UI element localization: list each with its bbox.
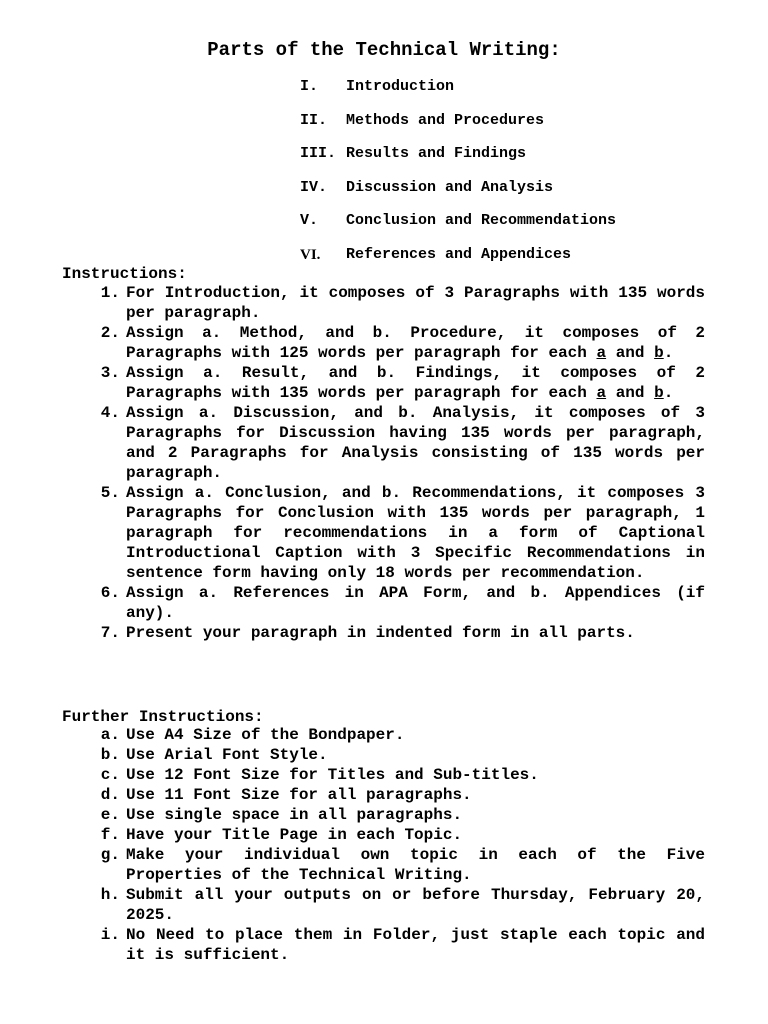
item-number: 2.: [100, 324, 120, 342]
further-item: [62, 785, 705, 805]
instruction-text: Assign a. Result, and b. Findings, it composes of 2 Paragraphs with 135 words per paragraph for each a and b.: [126, 364, 705, 402]
further-item: [62, 845, 705, 885]
part-label: Discussion and Analysis: [346, 178, 554, 196]
instruction-item: [62, 323, 705, 363]
instruction-item: [62, 283, 705, 323]
part-number: VI.: [300, 246, 321, 263]
item-letter: e.: [100, 806, 120, 824]
further-text: Make your individual own topic in each of the Five Properties of the Technical Writing.: [126, 846, 705, 884]
item-letter: f.: [100, 826, 120, 844]
further-text: Use single space in all paragraphs.: [126, 806, 463, 824]
further-item: [62, 745, 705, 765]
item-number: 1.: [100, 284, 120, 302]
item-number: 7.: [100, 624, 120, 642]
instruction-text: Assign a. References in APA Form, and b. Appendices (if any).: [126, 584, 705, 622]
instruction-item: [62, 583, 705, 623]
part-number: III.: [300, 145, 337, 163]
further-instructions-heading: Further Instructions:: [62, 708, 264, 726]
item-letter: c.: [100, 766, 120, 784]
item-letter: b.: [100, 746, 120, 764]
instruction-item: [62, 363, 705, 403]
further-item: [62, 805, 705, 825]
further-text: Have your Title Page in each Topic.: [126, 826, 463, 844]
item-number: 6.: [100, 584, 120, 602]
item-letter: h.: [100, 886, 120, 904]
item-number: 4.: [100, 404, 120, 422]
further-item: [62, 725, 705, 745]
item-letter: d.: [100, 786, 120, 804]
item-letter: a.: [100, 726, 120, 744]
item-number: 3.: [100, 364, 120, 382]
part-number: V.: [300, 212, 319, 230]
part-label: Results and Findings: [346, 145, 527, 163]
instruction-text: Assign a. Discussion, and b. Analysis, it composes of 3 Paragraphs for Discussion having 135 words per paragraph, and 2 Paragraphs for Analysis consisting of 135 words per paragraph.: [126, 404, 705, 482]
further-text: Use Arial Font Style.: [126, 746, 328, 764]
further-item: [62, 765, 705, 785]
further-item: [62, 885, 705, 925]
instructions-heading: Instructions:: [62, 265, 187, 283]
further-text: No Need to place them in Folder, just staple each topic and it is sufficient.: [126, 926, 705, 964]
further-item: [62, 925, 705, 965]
instruction-text: Present your paragraph in indented form in all parts.: [126, 624, 635, 642]
part-label: References and Appendices: [346, 245, 572, 263]
document-title: Parts of the Technical Writing:: [207, 39, 561, 61]
further-text: Use 11 Font Size for all paragraphs.: [126, 786, 472, 804]
further-text: Submit all your outputs on or before Thursday, February 20, 2025.: [126, 886, 705, 924]
further-text: Use 12 Font Size for Titles and Sub-titles.: [126, 766, 539, 784]
part-number: IV.: [300, 178, 328, 196]
further-instructions-list: [62, 725, 705, 965]
instruction-item: [62, 623, 705, 643]
part-label: Introduction: [346, 78, 455, 95]
instruction-text: Assign a. Method, and b. Procedure, it composes of 2 Paragraphs with 125 words per paragraph for each a and b.: [126, 324, 705, 362]
item-letter: g.: [100, 846, 120, 864]
item-number: 5.: [100, 484, 120, 502]
part-label: Conclusion and Recommendations: [346, 212, 617, 230]
further-text: Use A4 Size of the Bondpaper.: [126, 726, 405, 744]
instruction-item: [62, 403, 705, 483]
part-label: Methods and Procedures: [346, 111, 545, 129]
part-number: II.: [300, 111, 328, 129]
further-item: [62, 825, 705, 845]
instruction-text: Assign a. Conclusion, and b. Recommendations, it composes 3 Paragraphs for Conclusion with 135 words per paragraph, 1 paragraph for recommendations in a form of Captional Introductional Caption with 3 Specific Recommendations in sentence form having only 18 words per recommendation.: [126, 484, 705, 582]
instructions-list: [62, 283, 705, 643]
item-letter: i.: [100, 926, 120, 944]
instruction-text: For Introduction, it composes of 3 Paragraphs with 135 words per paragraph.: [126, 284, 705, 322]
instruction-item: [62, 483, 705, 583]
part-number: I.: [300, 78, 319, 95]
